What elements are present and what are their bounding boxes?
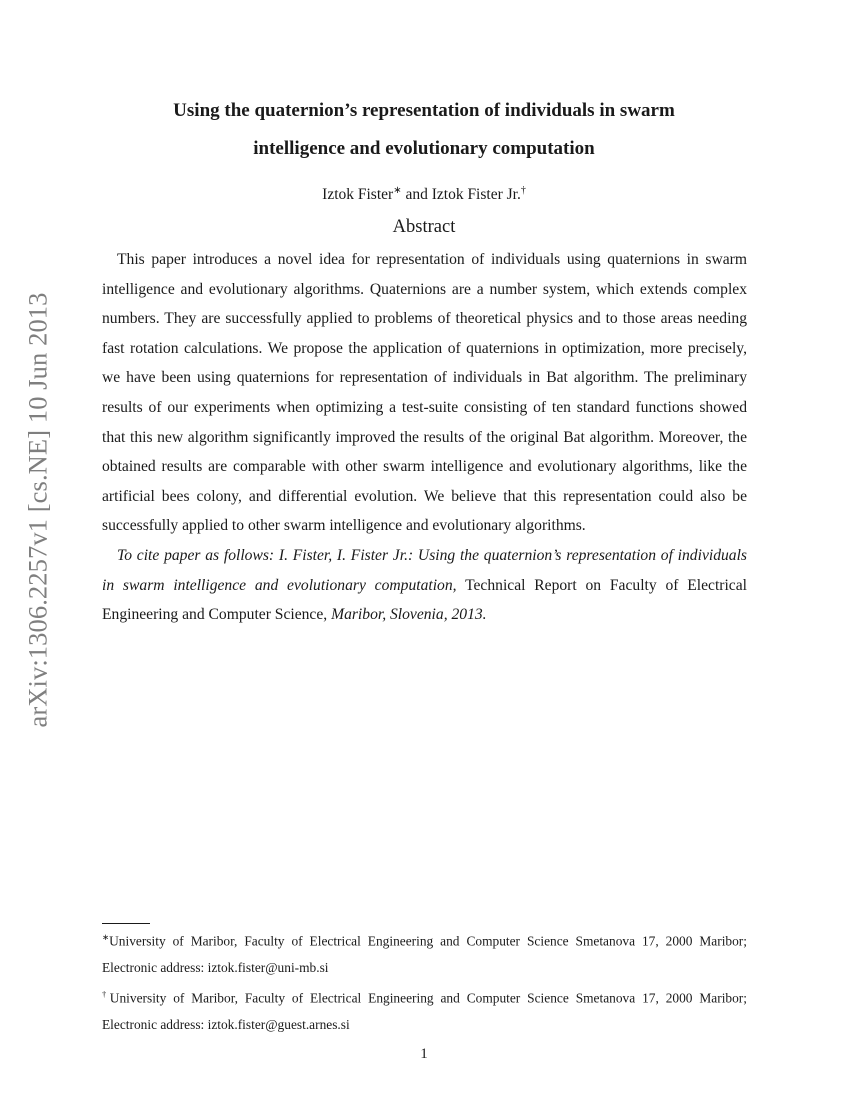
page-number: 1 bbox=[420, 1046, 428, 1062]
footnote-1 bbox=[102, 924, 747, 981]
citation-place-year: Maribor, Slovenia, 2013. bbox=[331, 606, 487, 624]
footnote-2-mark: † bbox=[102, 989, 110, 1000]
paper-title bbox=[100, 92, 748, 168]
footnote-2 bbox=[102, 981, 747, 1038]
abstract-heading: Abstract bbox=[392, 217, 456, 237]
footnote-2-text: University of Maribor, Faculty of Electrical Engineering and Computer Science Smetanova 17, 2000 Maribor; Electronic address: iztok.fister@guest.arnes.si bbox=[102, 990, 747, 1033]
abstract-section bbox=[102, 245, 747, 630]
citation-note bbox=[102, 541, 747, 630]
footnote-1-mark: ∗ bbox=[102, 932, 110, 942]
author-2: Iztok Fister Jr. bbox=[431, 186, 521, 204]
author-1-footnote-mark: ∗ bbox=[393, 185, 402, 196]
abstract-text: This paper introduces a novel idea for representation of individuals using quaternions in swarm intelligence and evolutionary algorithms. Quaternions are a number system, which extends complex numbers. They are successfully applied to problems of theoretical physics and to those areas needing fast rotation calculations. We propose the application of quaternions in optimization, more precisely, we have been using quaternions for representation of individuals in Bat algorithm. The preliminary results of our experiments when optimizing a test-suite consisting of ten standard functions showed that this new algorithm significantly improved the results of the original Bat algorithm. Moreover, the obtained results are comparable with other swarm intelligence and evolutionary algorithms, like the artificial bees colony, and differential evolution. We believe that this representation could also be successfully applied to other swarm intelligence and evolutionary algorithms. bbox=[102, 251, 747, 535]
citation-italic-lead: To cite paper as follows: I. Fister, I. Fister Jr.: Using the quaternion’s representation of individuals in swarm intelligence and evolutionary computation, bbox=[102, 546, 747, 594]
author-list bbox=[100, 180, 748, 206]
footnotes bbox=[102, 924, 747, 1039]
title-line-1: Using the quaternion’s representation of individuals in swarm bbox=[173, 100, 675, 121]
title-line-2: intelligence and evolutionary computation bbox=[253, 138, 595, 159]
author-separator: and bbox=[401, 186, 432, 204]
author-1: Iztok Fister bbox=[322, 186, 394, 204]
citation-report: Technical Report on Faculty of Electrical Engineering and Computer Science, bbox=[102, 576, 747, 624]
footnote-1-text: University of Maribor, Faculty of Electrical Engineering and Computer Science Smetanova 17, 2000 Maribor; Electronic address: iztok.fister@uni-mb.si bbox=[102, 933, 747, 975]
author-2-footnote-mark: † bbox=[520, 185, 526, 196]
arxiv-id: arXiv:1306.2257v1 [cs.NE] 10 Jun 2013 bbox=[22, 292, 53, 728]
